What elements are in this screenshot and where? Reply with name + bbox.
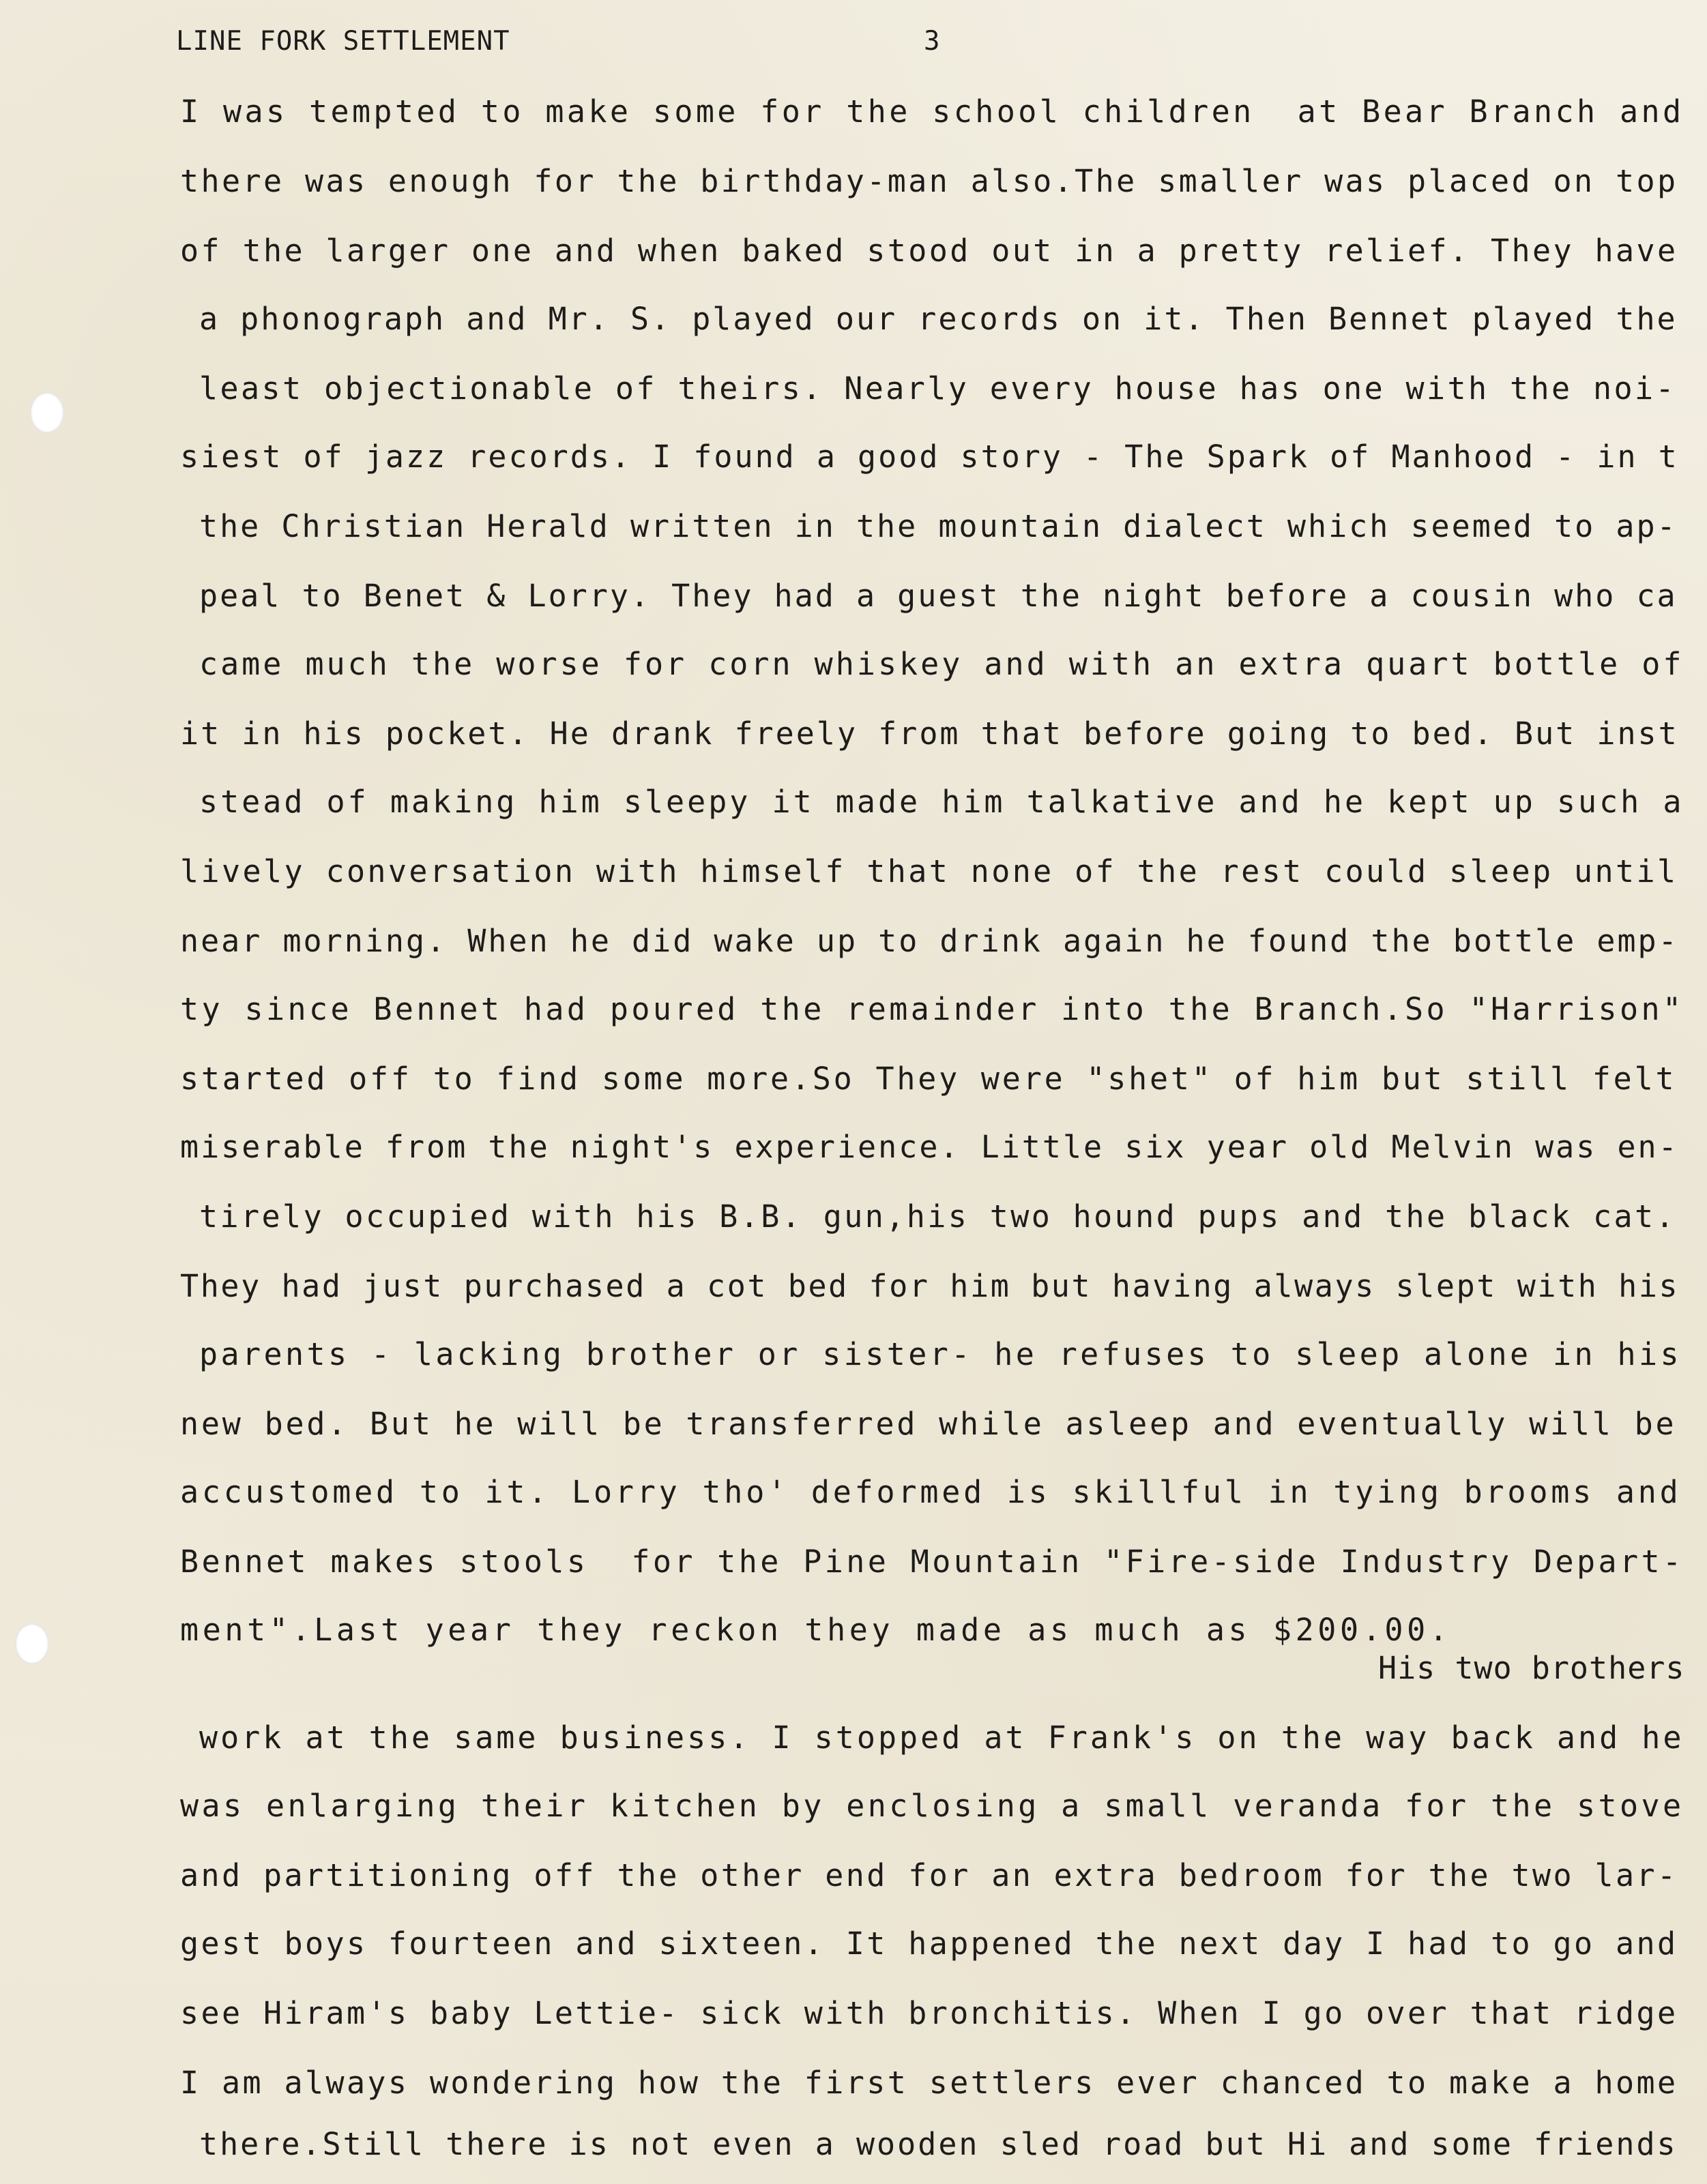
text-line: of the larger one and when baked stood out in a pretty relief. They have [180,233,1678,269]
text-line: ment".Last year they reckon they made as much as $200.00. [180,1612,1452,1648]
text-line: started off to find some more.So They were "shet" of him but still felt [180,1061,1677,1097]
text-line: peal to Benet & Lorry. They had a guest the night before a cousin who ca [199,578,1678,614]
page-number: 3 [924,26,941,57]
text-line: accustomed to it. Lorry tho' deformed is skillful in tying brooms and [180,1474,1682,1510]
text-line: came much the worse for corn whiskey and with an extra quart bottle of [199,646,1684,682]
text-line: siest of jazz records. I found a good story - The Spark of Manhood - in t [180,439,1679,475]
text-line: His two brothers [1378,1650,1685,1686]
text-line: and partitioning off the other end for an extra bedroom for the two lar- [180,1857,1678,1893]
punch-hole-upper [30,392,64,433]
text-line: miserable from the night's experience. Little six year old Melvin was en- [180,1129,1679,1165]
text-line: new bed. But he will be transferred while asleep and eventually will be [180,1406,1677,1442]
text-line: I am always wondering how the first settlers ever chanced to make a home [180,2065,1678,2101]
text-line: was enlarging their kitchen by enclosing a small veranda for the stove [180,1788,1684,1824]
text-line: They had just purchased a cot bed for him but having always slept with his [180,1268,1680,1304]
text-line: Bennet makes stools for the Pine Mountain "Fire-side Industry Depart- [180,1544,1684,1580]
text-line: work at the same business. I stopped at Frank's on the way back and he [199,1720,1684,1756]
text-line: I was tempted to make some for the school children at Bear Branch and [180,93,1684,130]
text-line: lively conversation with himself that none of the rest could sleep until [180,853,1678,889]
text-line: near morning. When he did wake up to drink again he found the bottle emp- [180,923,1679,959]
page-title: LINE FORK SETTLEMENT [176,26,510,57]
text-line: a phonograph and Mr. S. played our records on it. Then Bennet played the [199,301,1678,337]
text-line: there was enough for the birthday-man also.The smaller was placed on top [180,163,1678,199]
text-line: it in his pocket. He drank freely from that before going to bed. But inst [180,715,1679,752]
punch-hole-lower [15,1623,49,1664]
text-line: the Christian Herald written in the mountain dialect which seemed to ap- [199,508,1678,544]
text-line: stead of making him sleepy it made him talkative and he kept up such a [199,784,1684,820]
page-header [176,26,1707,67]
text-line: there.Still there is not even a wooden sled road but Hi and some friends [199,2126,1678,2162]
text-line: see Hiram's baby Lettie- sick with bronchitis. When I go over that ridge [180,1995,1678,2031]
text-line: least objectionable of theirs. Nearly every house has one with the noi- [199,370,1676,407]
text-line: tirely occupied with his B.B. gun,his two hound pups and the black cat. [199,1198,1676,1235]
text-line: gest boys fourteen and sixteen. It happened the next day I had to go and [180,1925,1678,1962]
text-line: parents - lacking brother or sister- he refuses to sleep alone in his [199,1336,1682,1372]
text-line: ty since Bennet had poured the remainder into the Branch.So "Harrison" [180,991,1684,1027]
